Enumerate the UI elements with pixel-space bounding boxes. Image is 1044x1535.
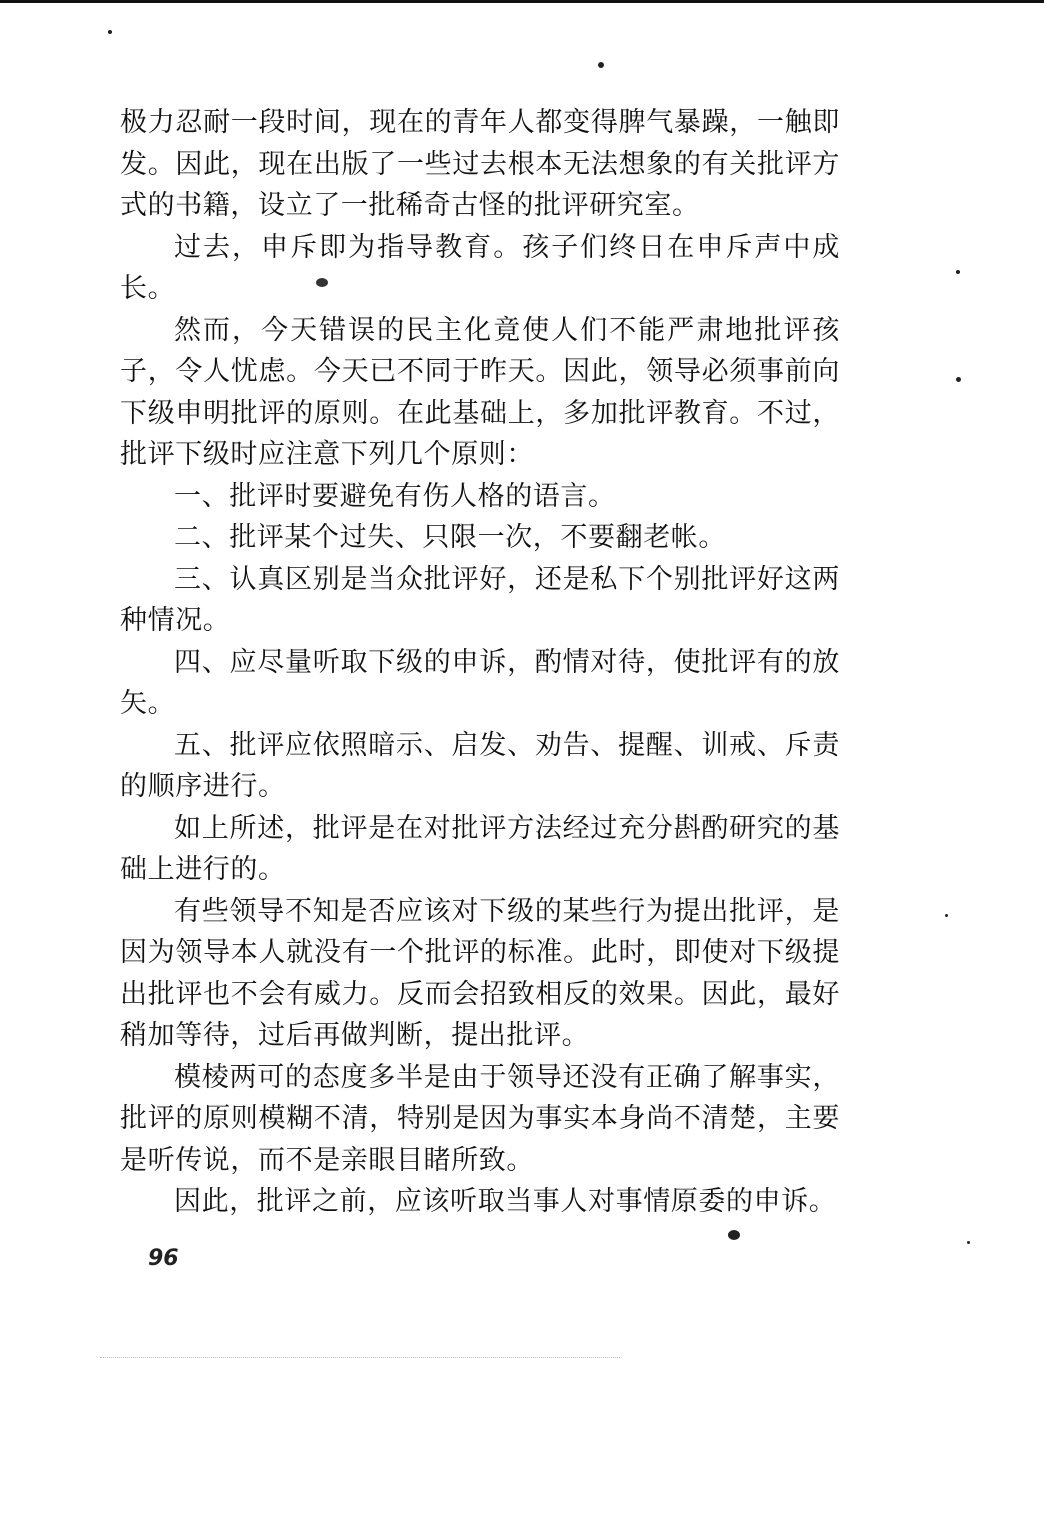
scan-speck — [967, 1241, 970, 1244]
paragraph: 模棱两可的态度多半是由于领导还没有正确了解事实，批评的原则模糊不清，特别是因为事实本身尚不清楚，主要是听传说，而不是亲眼目睹所致。 — [120, 1061, 840, 1176]
scan-speck — [316, 278, 328, 287]
scan-speck — [728, 1230, 740, 1240]
scan-speck — [956, 377, 961, 382]
scan-speck — [956, 270, 960, 274]
paragraph: 因此，批评之前，应该听取当事人对事情原委的申诉。 — [174, 1186, 837, 1217]
paragraph: 极力忍耐一段时间，现在的青年人都变得脾气暴躁，一触即发。因此，现在出版了一些过去根本无法想象的有关批评方式的书籍，设立了一批稀奇古怪的批评研究室。 — [120, 107, 840, 221]
paragraph: 二、批评某个过失、只限一次，不要翻老帐。 — [174, 522, 726, 553]
paragraph: 四、应尽量听取下级的申诉，酌情对待，使批评有的放矢。 — [120, 646, 840, 719]
body-text — [120, 102, 840, 1223]
page-number: 96 — [148, 1246, 179, 1271]
paragraph: 三、认真区别是当众批评好，还是私下个别批评好这两种情况。 — [120, 563, 840, 636]
paragraph: 五、批评应依照暗示、启发、劝告、提醒、训戒、斥责的顺序进行。 — [120, 729, 840, 802]
scan-speck — [945, 914, 948, 917]
paragraph: 有些领导不知是否应该对下级的某些行为提出批评，是因为领导本人就没有一个批评的标准。此时，即使对下级提出批评也不会有威力。反而会招致相反的效果。因此，最好稍加等待，过后再做判断，提出批评。 — [120, 895, 840, 1051]
scan-speck — [598, 62, 604, 68]
paragraph: 如上所述，批评是在对批评方法经过充分斟酌研究的基础上进行的。 — [120, 812, 840, 885]
paragraph: 然而，今天错误的民主化竟使人们不能严肃地批评孩子，令人忧虑。今天已不同于昨天。因此，领导必须事前向下级申明批评的原则。在此基础上，多加批评教育。不过，批评下级时应注意下列几个原则： — [120, 314, 840, 470]
paragraph: 一、批评时要避免有伤人格的语言。 — [174, 480, 616, 512]
top-border-rule — [0, 0, 1044, 3]
scan-speck — [108, 30, 112, 34]
paragraph: 过去，申斥即为指导教育。孩子们终日在申斥声中成长。 — [120, 231, 840, 304]
scan-artifact-line — [100, 1357, 620, 1358]
